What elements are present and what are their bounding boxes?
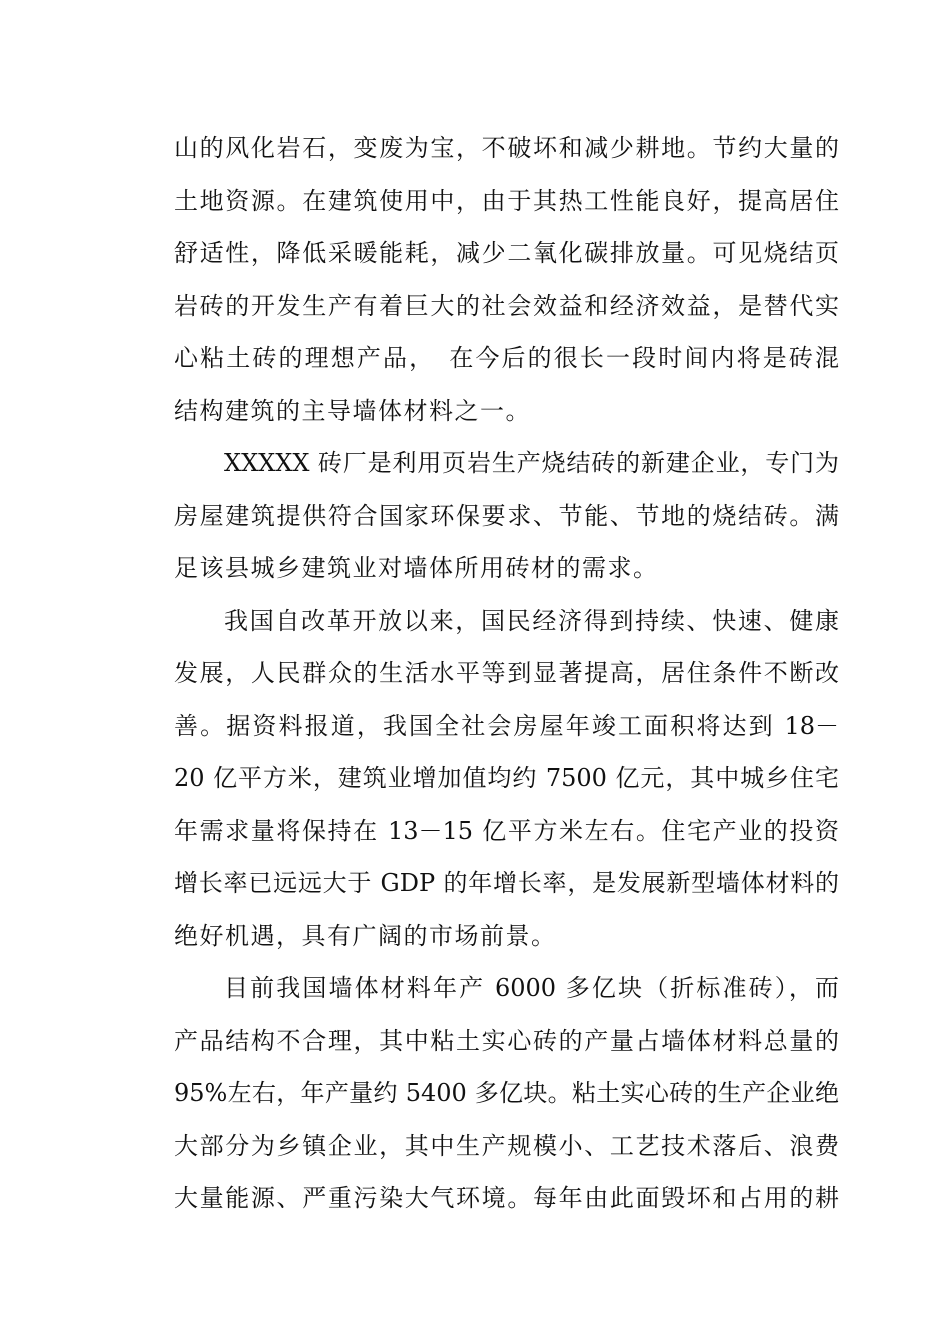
text-line: 岩砖的开发生产有着巨大的社会效益和经济效益，是替代实 — [174, 291, 839, 320]
body-text — [174, 122, 839, 1225]
paragraph-first-line: 我国自改革开放以来，国民经济得到持续、快速、健康 — [224, 606, 839, 635]
text-line: 绝好机遇，具有广阔的市场前景。 — [174, 921, 557, 950]
text-line: 善。据资料报道，我国全社会房屋年竣工面积将达到 18－ — [174, 711, 839, 740]
text-line: 土地资源。在建筑使用中，由于其热工性能良好，提高居住 — [174, 186, 839, 215]
text-line: 山的风化岩石，变废为宝，不破坏和减少耕地。节约大量的 — [174, 134, 839, 162]
text-line: 房屋建筑提供符合国家环保要求、节能、节地的烧结砖。满 — [174, 501, 839, 530]
paragraph-first-line: XXXXX 砖厂是利用页岩生产烧结砖的新建企业，专门为 — [224, 449, 839, 477]
text-line: 增长率已远远大于 GDP 的年增长率，是发展新型墙体材料的 — [174, 869, 839, 897]
text-line: 大量能源、严重污染大气环境。每年由此面毁坏和占用的耕 — [174, 1184, 839, 1212]
text-line: 舒适性，降低采暖能耗，减少二氧化碳排放量。可见烧结页 — [174, 239, 839, 267]
text-line: 足该县城乡建筑业对墙体所用砖材的需求。 — [174, 554, 659, 582]
text-line: 大部分为乡镇企业，其中生产规模小、工艺技术落后、浪费 — [174, 1131, 839, 1160]
text-line: 20 亿平方米，建筑业增加值均约 7500 亿元，其中城乡住宅 — [174, 764, 839, 792]
text-line: 发展，人民群众的生活水平等到显著提高，居住条件不断改 — [174, 659, 839, 687]
text-line: 产品结构不合理，其中粘土实心砖的产量占墙体材料总量的 — [174, 1026, 839, 1055]
text-line: 结构建筑的主导墙体材料之一。 — [174, 396, 531, 425]
text-line: 心粘土砖的理想产品， 在今后的很长一段时间内将是砖混 — [174, 344, 839, 372]
text-line: 年需求量将保持在 13－15 亿平方米左右。住宅产业的投资 — [174, 816, 839, 845]
paragraph-first-line: 目前我国墙体材料年产 6000 多亿块（折标准砖），而 — [224, 974, 839, 1002]
text-line: 95%左右，年产量约 5400 多亿块。粘土实心砖的生产企业绝 — [174, 1079, 839, 1107]
